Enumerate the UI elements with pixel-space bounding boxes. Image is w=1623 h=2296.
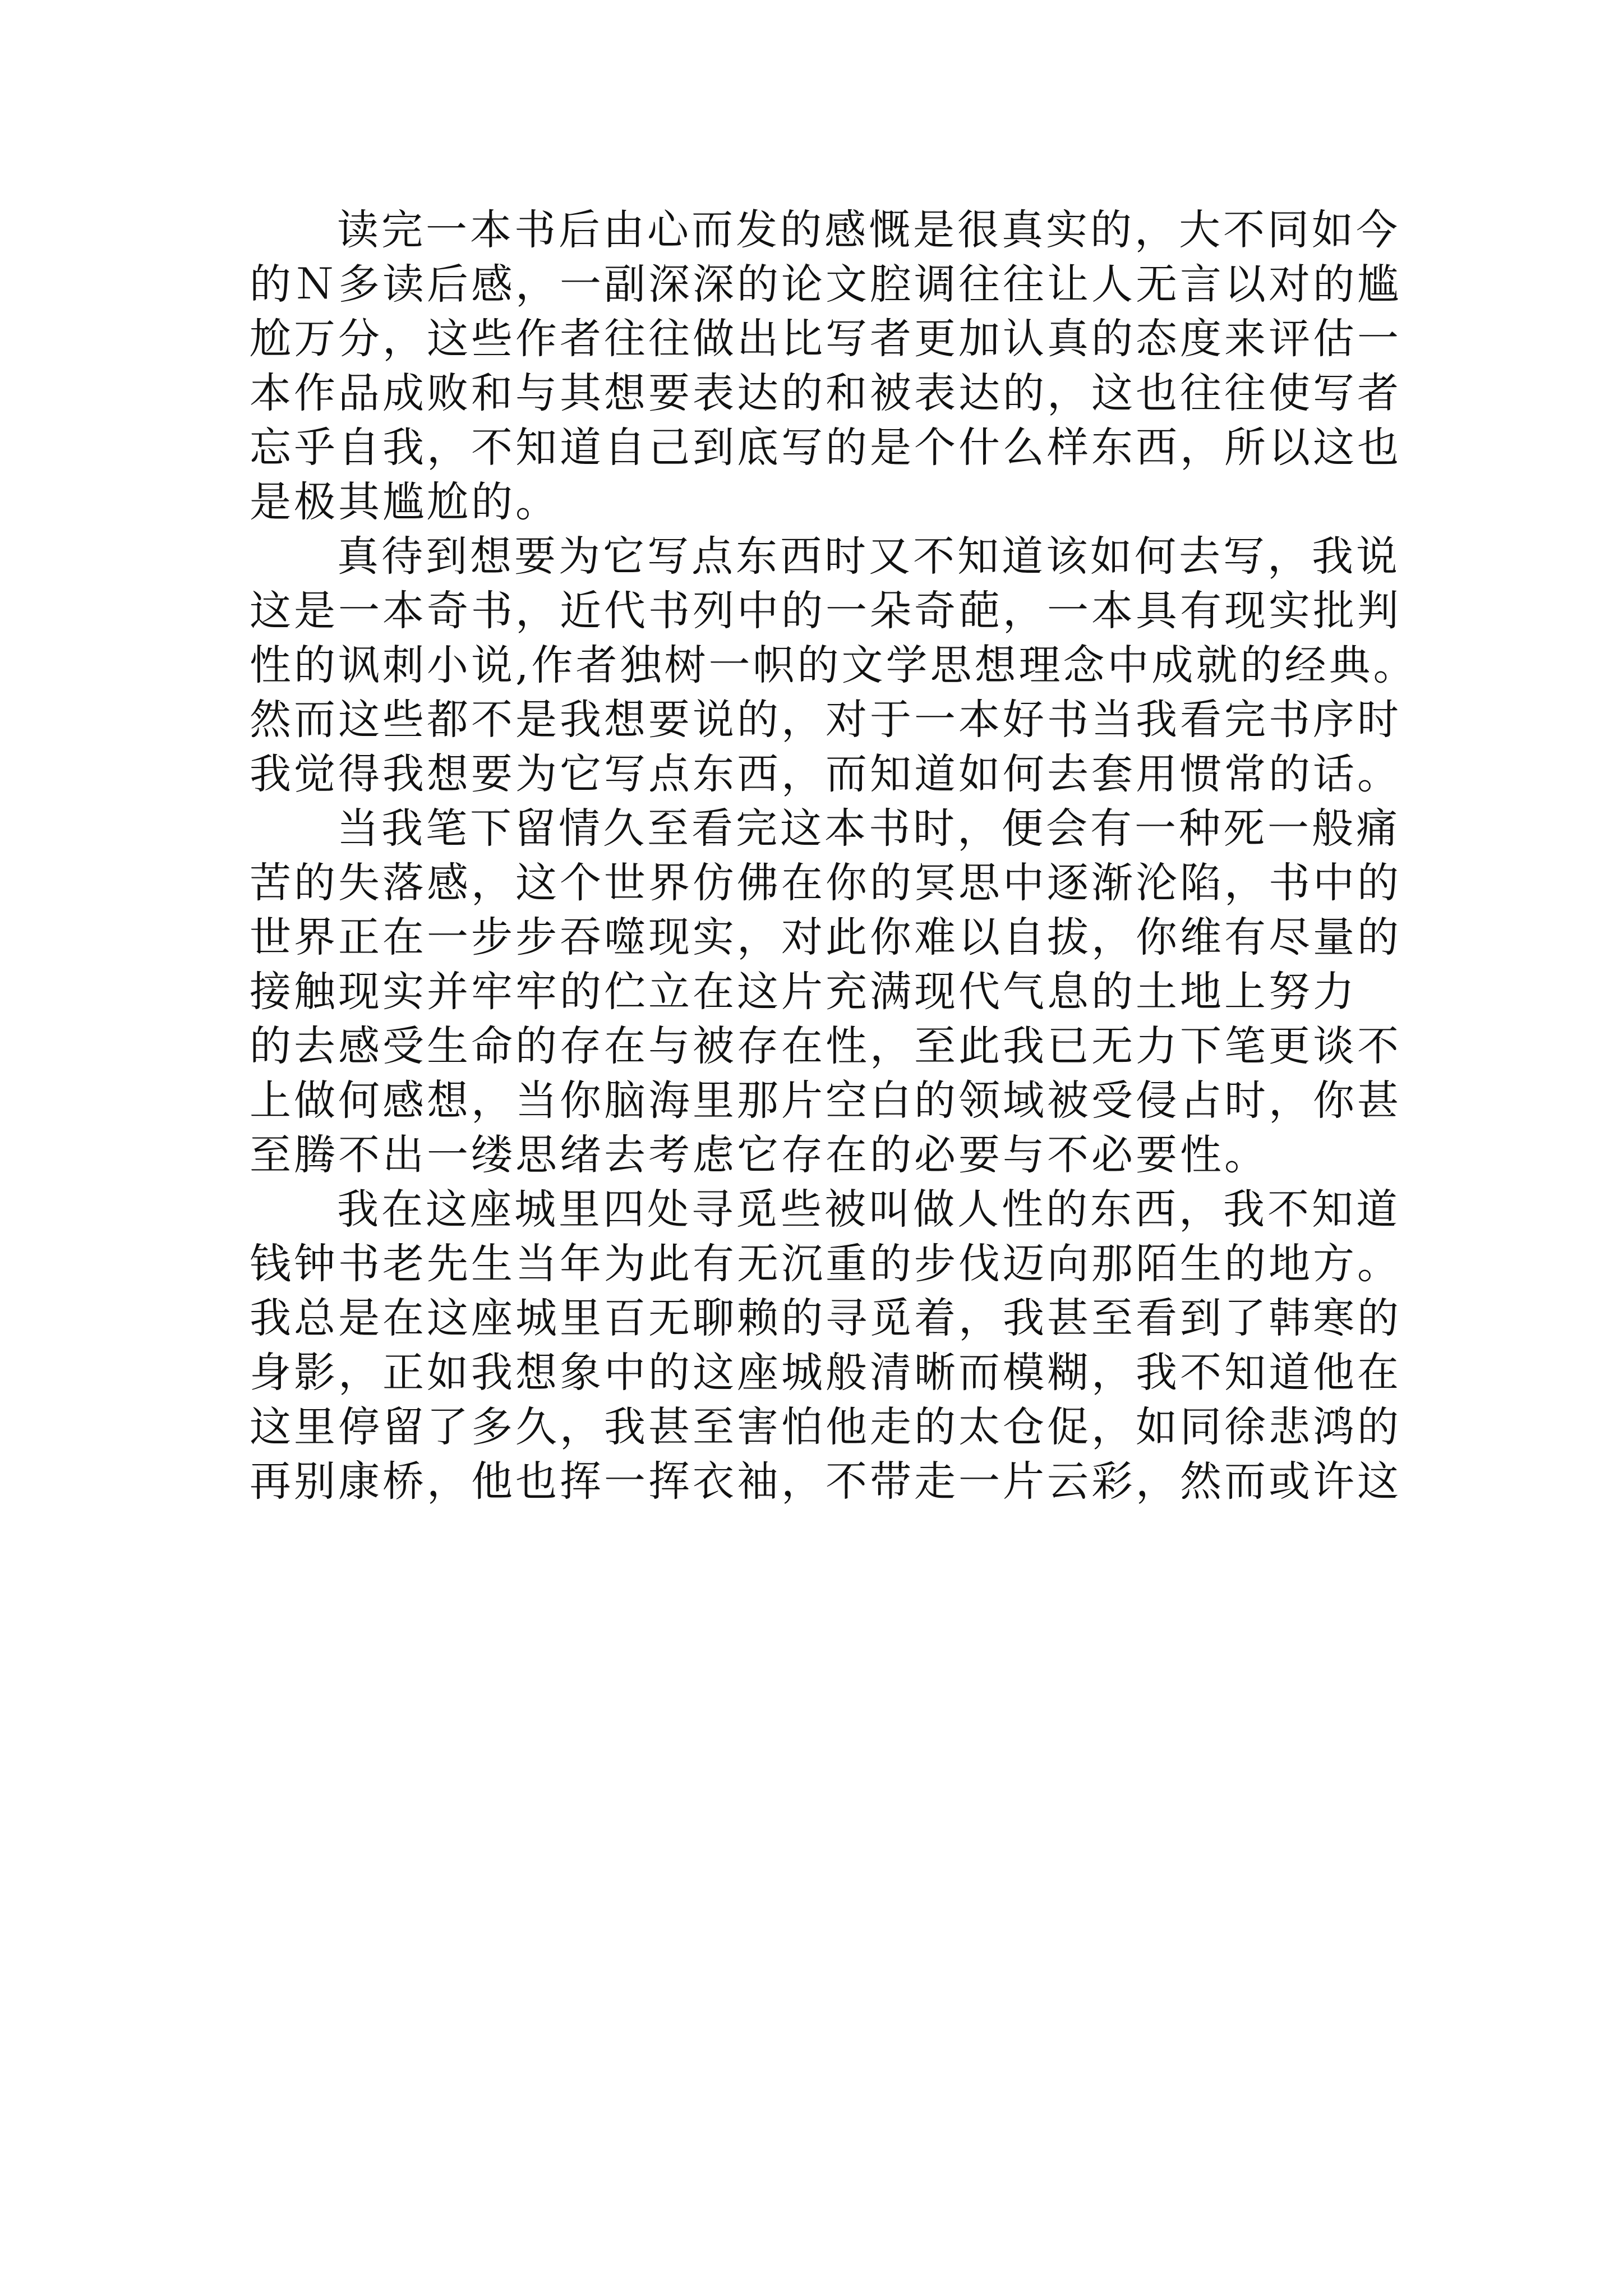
text-line: 苦的失落感，这个世界仿佛在你的冥思中逐渐沦陷，书中的	[250, 859, 1401, 907]
text-line: 是极其尴尬的。	[250, 478, 560, 526]
text-line: 本作品成败和与其想要表达的和被表达的，这也往往使写者	[250, 369, 1401, 417]
text-line: 尬万分，这些作者往往做出比写者更加认真的态度来评估一	[250, 315, 1401, 363]
text-line: 接触现实并牢牢的伫立在这片充满现代气息的土地上努力	[250, 968, 1357, 1016]
text-line: 世界正在一步步吞噬现实，对此你难以自拔，你维有尽量的	[250, 913, 1401, 961]
text-line: 我觉得我想要为它写点东西，而知道如何去套用惯常的话。	[250, 750, 1401, 798]
document-body	[250, 203, 1418, 1509]
text-line: 这是一本奇书，近代书列中的一朵奇葩，一本具有现实批判	[250, 587, 1401, 635]
text-line: 当我笔下留情久至看完这本书时，便会有一种死一般痛	[337, 804, 1400, 853]
text-line: 这里停留了多久，我甚至害怕他走的太仓促，如同徐悲鸿的	[250, 1403, 1401, 1451]
text-line: 真待到想要为它写点东西时又不知道该如何去写，我说	[337, 532, 1400, 581]
text-line: 的Ｎ多读后感，一副深深的论文腔调往往让人无言以对的尴	[250, 260, 1401, 309]
text-line: 上做何感想，当你脑海里那片空白的领域被受侵占时，你甚	[250, 1076, 1401, 1125]
text-line: 钱钟书老先生当年为此有无沉重的步伐迈向那陌生的地方。	[250, 1240, 1401, 1288]
text-line: 读完一本书后由心而发的感慨是很真实的，大不同如今	[337, 206, 1400, 254]
text-line: 然而这些都不是我想要说的，对于一本好书当我看完书序时	[250, 696, 1401, 744]
text-line: 身影，正如我想象中的这座城般清晰而模糊，我不知道他在	[250, 1349, 1401, 1397]
text-line: 再别康桥，他也挥一挥衣袖，不带走一片云彩，然而或许这	[250, 1457, 1401, 1506]
text-line: 忘乎自我，不知道自己到底写的是个什么样东西，所以这也	[250, 424, 1401, 472]
text-line: 至腾不出一缕思绪去考虑它存在的必要与不必要性。	[250, 1131, 1269, 1179]
text-line: 性的讽刺小说,作者独树一帜的文学思想理念中成就的经典。	[250, 641, 1418, 689]
text-line: 我总是在这座城里百无聊赖的寻觅着，我甚至看到了韩寒的	[250, 1294, 1401, 1342]
text-line: 的去感受生命的存在与被存在性，至此我已无力下笔更谈不	[250, 1022, 1401, 1070]
text-line: 我在这座城里四处寻觅些被叫做人性的东西，我不知道	[337, 1185, 1400, 1234]
